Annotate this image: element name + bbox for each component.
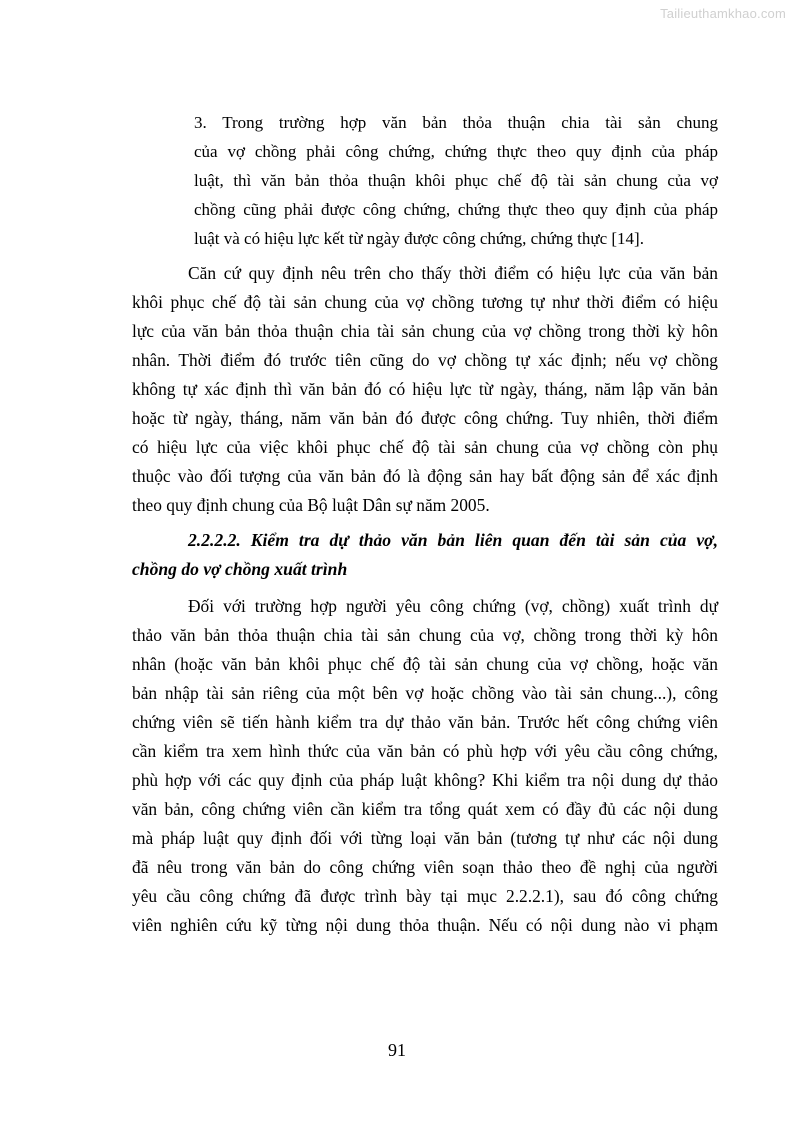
paragraph-line: cần kiểm tra xem hình thức của văn bản có phù hợp với yêu cầu công chứng, <box>132 741 718 761</box>
quote-line: chồng cũng phải được công chứng, chứng thực theo quy định của pháp <box>194 200 718 219</box>
body-paragraph-2 <box>132 592 718 940</box>
page-number: 91 <box>388 1040 406 1060</box>
watermark-text: Tailieuthamkhao.com <box>660 6 786 21</box>
quote-line: luật, thì văn bản thỏa thuận khôi phục chế độ tài sản chung của vợ <box>194 171 718 190</box>
paragraph-line: có hiệu lực của việc khôi phục chế độ tài sản chung của vợ chồng còn phụ <box>132 437 718 457</box>
paragraph-line: Căn cứ quy định nêu trên cho thấy thời điểm có hiệu lực của văn bản <box>188 263 718 283</box>
section-heading <box>132 526 718 584</box>
paragraph-line: thảo văn bản thỏa thuận chia tài sản chung của vợ, chồng trong thời kỳ hôn <box>132 625 718 645</box>
heading-line: 2.2.2.2. Kiểm tra dự thảo văn bản liên quan đến tài sản của vợ, <box>188 530 718 550</box>
paragraph-line: nhân (hoặc văn bản khôi phục chế độ tài sản chung của vợ chồng, hoặc văn <box>132 654 718 674</box>
paragraph-line: hoặc từ ngày, tháng, năm văn bản đó được công chứng. Tuy nhiên, thời điểm <box>132 408 718 428</box>
paragraph-line: nhân. Thời điểm đó trước tiên cũng do vợ chồng tự xác định; nếu vợ chồng <box>132 350 718 370</box>
paragraph-line: theo quy định chung của Bộ luật Dân sự năm 2005. <box>132 495 490 515</box>
paragraph-line: thuộc vào đối tượng của văn bản đó là động sản hay bất động sản để xác định <box>132 466 718 486</box>
paragraph-line: khôi phục chế độ tài sản chung của vợ chồng tương tự như thời điểm có hiệu <box>132 292 718 312</box>
paragraph-line: Đối với trường hợp người yêu công chứng (vợ, chồng) xuất trình dự <box>188 596 718 616</box>
heading-line: chồng do vợ chồng xuất trình <box>132 559 348 579</box>
paragraph-line: không tự xác định thì văn bản đó có hiệu lực từ ngày, tháng, năm lập văn bản <box>132 379 718 399</box>
paragraph-line: phù hợp với các quy định của pháp luật không? Khi kiểm tra nội dung dự thảo <box>132 770 718 790</box>
paragraph-line: văn bản, công chứng viên cần kiểm tra tổng quát xem có đầy đủ các nội dung <box>132 799 718 819</box>
paragraph-line: yêu cầu công chứng đã được trình bày tại mục 2.2.2.1), sau đó công chứng <box>132 886 718 906</box>
paragraph-line: mà pháp luật quy định đối với từng loại văn bản (tương tự như các nội dung <box>132 828 718 848</box>
paragraph-line: bản nhập tài sản riêng của một bên vợ hoặc chồng vào tài sản chung...), công <box>132 683 718 703</box>
quote-line: luật và có hiệu lực kết từ ngày được công chứng, chứng thực [14]. <box>194 229 644 248</box>
quote-line: 3. Trong trường hợp văn bản thỏa thuận chia tài sản chung <box>194 113 718 132</box>
body-paragraph-1 <box>132 259 718 520</box>
paragraph-line: lực của văn bản thỏa thuận chia tài sản chung của vợ chồng trong thời kỳ hôn <box>132 321 718 341</box>
document-page <box>132 108 718 940</box>
quote-line: của vợ chồng phải công chứng, chứng thực theo quy định của pháp <box>194 142 718 161</box>
paragraph-line: đã nêu trong văn bản do công chứng viên soạn thảo theo đề nghị của người <box>132 857 718 877</box>
paragraph-line: viên nghiên cứu kỹ từng nội dung thỏa thuận. Nếu có nội dung nào vi phạm <box>132 915 718 935</box>
quoted-legal-clause <box>194 108 718 253</box>
paragraph-line: chứng viên sẽ tiến hành kiểm tra dự thảo văn bản. Trước hết công chứng viên <box>132 712 718 732</box>
